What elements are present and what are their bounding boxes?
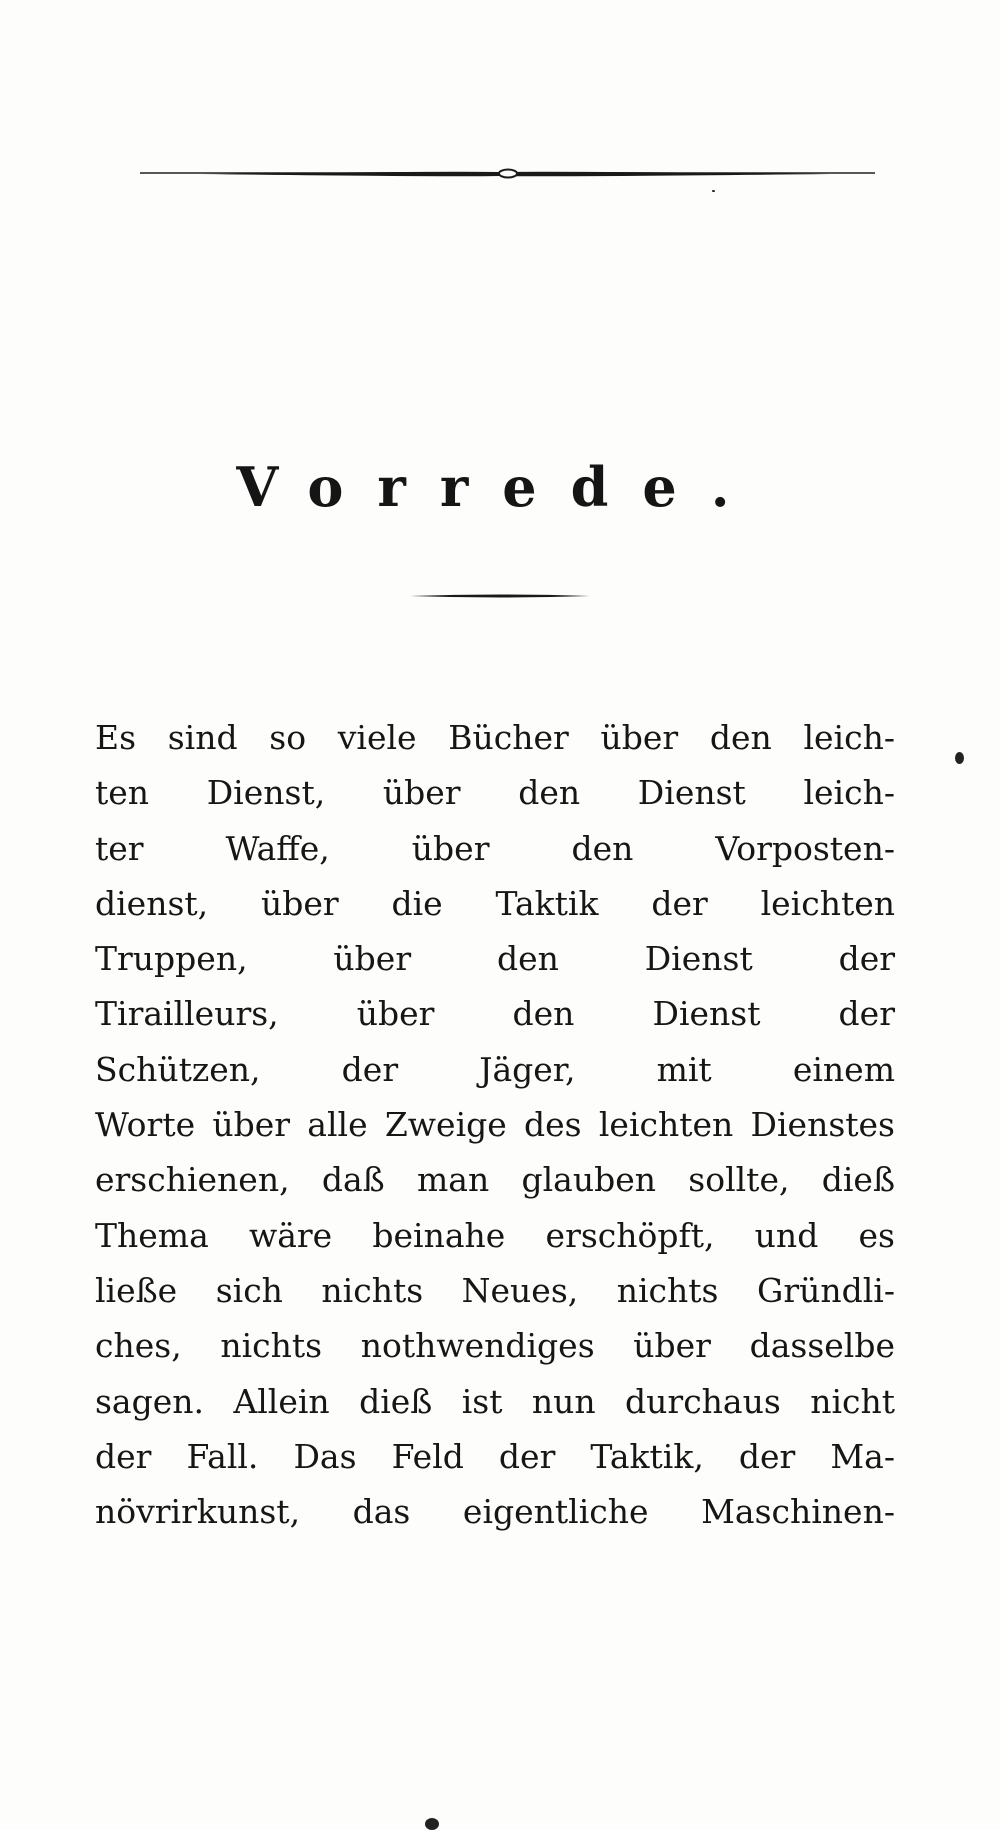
text-line: Tirailleurs, über den Dienst der [95, 994, 895, 1034]
top-ornamental-rule [140, 168, 875, 180]
text-line: Worte über alle Zweige des leichten Dienstes [95, 1105, 895, 1145]
text-line: ches, nichts nothwendiges über dasselbe [95, 1326, 895, 1366]
text-line: erschienen, daß man glauben sollte, dieß [95, 1160, 895, 1200]
text-line: dienst, über die Taktik der leichten [95, 883, 895, 923]
text-line: ließe sich nichts Neues, nichts Gründli- [95, 1270, 895, 1310]
text-line: Schützen, der Jäger, mit einem [95, 1049, 895, 1089]
text-line: sagen. Allein dieß ist nun durchaus nicht [95, 1381, 895, 1421]
text-line: Thema wäre beinahe erschöpft, und es [95, 1215, 895, 1255]
text-line: Es sind so viele Bücher über den leich- [95, 718, 895, 757]
text-line: der Fall. Das Feld der Taktik, der Ma- [95, 1436, 895, 1476]
ink-speck [955, 752, 964, 764]
text-line: Truppen, über den Dienst der [95, 939, 895, 979]
text-line: növrirkunst, das eigentliche Maschinen- [95, 1492, 895, 1532]
ink-speck [425, 1818, 439, 1830]
body-text [95, 710, 895, 1539]
text-line: ter Waffe, über den Vorposten- [95, 828, 895, 868]
ink-speck [712, 190, 715, 192]
text-line: ten Dienst, über den Dienst leich- [95, 773, 895, 813]
title-divider [410, 593, 590, 599]
page-title: Vorrede. [236, 455, 764, 519]
